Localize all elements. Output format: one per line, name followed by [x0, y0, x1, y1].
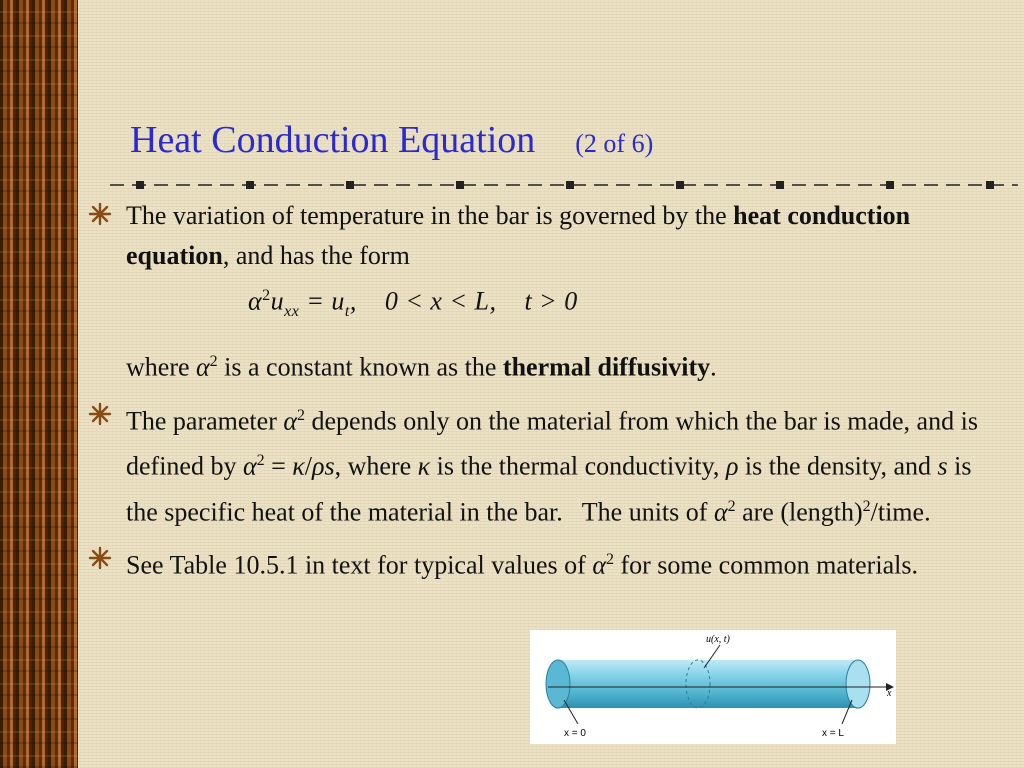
wood-border-decoration: [0, 0, 78, 768]
star-bullet-icon: [88, 402, 112, 426]
rod-body: [558, 660, 858, 708]
slide-title: [130, 118, 653, 162]
axis-label: x: [887, 688, 892, 699]
bullet-item-parameter: [88, 396, 998, 533]
title-page-indicator: (2 of 6): [575, 129, 654, 158]
diffusivity-definition: where $\alpha^2$ is a constant known as the thermal diffusivity.: [126, 352, 717, 382]
star-bullet-icon: [88, 202, 112, 226]
ornamental-divider: [110, 178, 1018, 192]
bullet-text: The parameter $\alpha^2$ depends only on the material from which the bar is made, and is defined by $\alpha^2 = \kappa/\rho s$, where κ is the thermal conductivity, ρ is the density, and s is the specific heat of the material in the bar. The units of $\alpha^2$ are (length)$^2$/time.: [126, 406, 978, 527]
u-label: u(x, t): [706, 634, 730, 645]
bullet-item-equation: [88, 196, 998, 388]
bullet-list: [88, 196, 998, 586]
bullet-text: The variation of temperature in the bar is governed by the heat conduction equation, and has the form: [126, 201, 911, 270]
title-main: Heat Conduction Equation: [130, 119, 536, 161]
star-bullet-icon: [88, 546, 112, 570]
bullet-text: See Table 10.5.1 in text for typical values of $\alpha^2$ for some common materials.: [126, 551, 918, 581]
heated-bar-figure: [530, 630, 896, 744]
rod-right-end: [846, 660, 870, 708]
rod-left-end: [546, 660, 570, 708]
bullet-item-table-reference: [88, 540, 998, 586]
heat-equation: $\alpha^2u_{xx} = u_t$, 0 < x < L, t > 0: [248, 286, 578, 320]
rod-diagram: [530, 630, 896, 744]
x0-label: x = 0: [564, 728, 586, 739]
xL-label: x = L: [822, 728, 844, 739]
